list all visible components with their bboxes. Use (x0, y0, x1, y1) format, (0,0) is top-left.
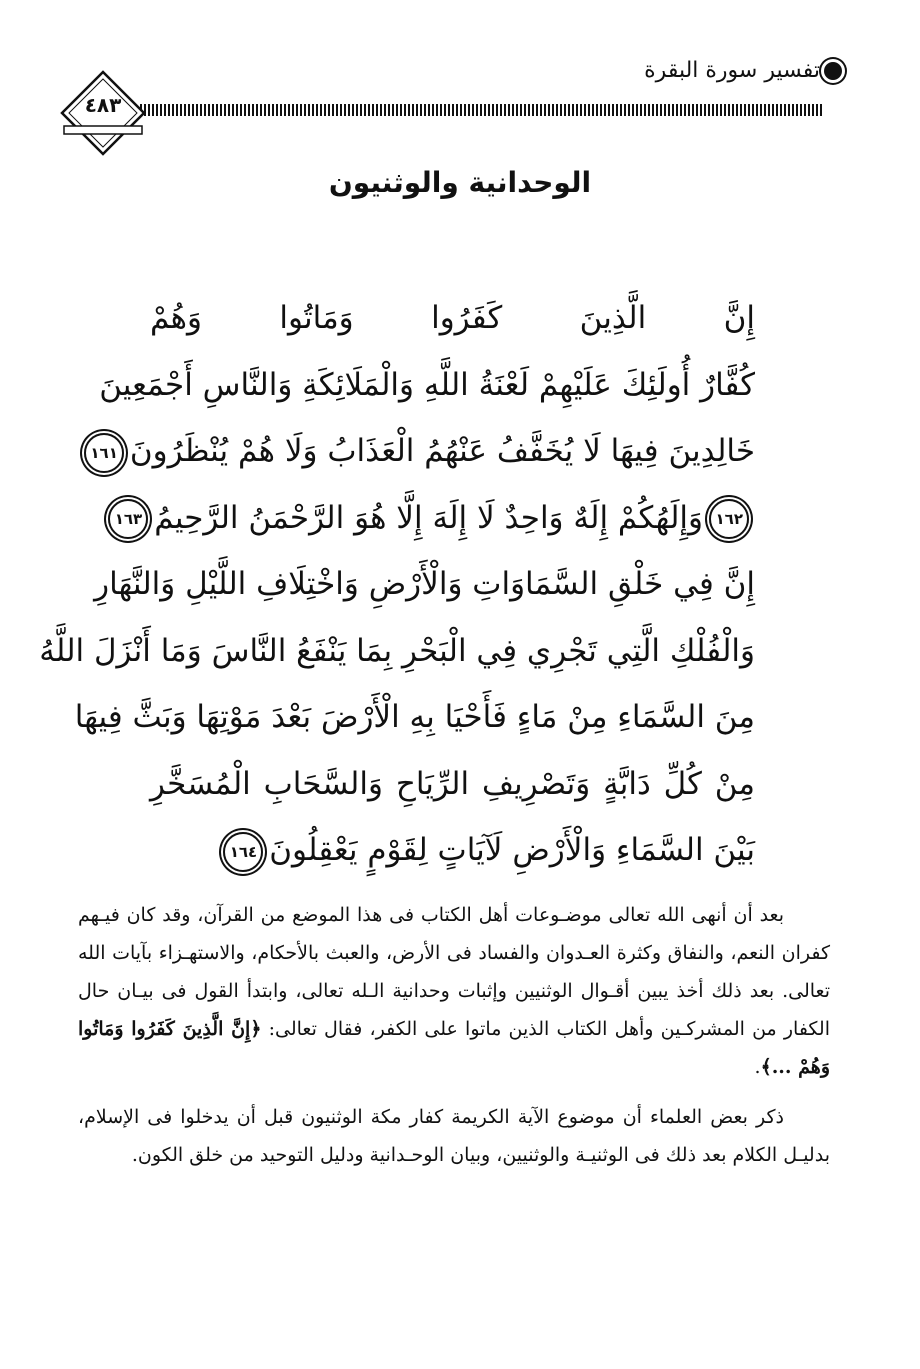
verse-text: وَالْفُلْكِ الَّتِي تَجْرِي فِي الْبَحْرِ بِمَا يَنْفَعُ النَّاسَ وَمَا أَنْزَلَ اللَّهُ (39, 632, 755, 669)
header-ornament-icon (824, 62, 842, 80)
page-number: ٤٨٣ (84, 93, 122, 117)
verse-line (74, 684, 755, 751)
verse-text: كُفَّارٌ أُولَئِكَ عَلَيْهِمْ لَعْنَةُ اللَّهِ وَالْمَلَائِكَةِ وَالنَّاسِ أَجْمَعِينَ (99, 366, 755, 403)
commentary-body (78, 896, 830, 1186)
verse-quote: ﴿إِنَّ الَّذِينَ كَفَرُوا وَمَاتُوا وَهُمْ ...﴾ (78, 1018, 830, 1078)
quran-verses-block (39, 285, 755, 884)
ayah-number-mark: ١٦٤ (223, 832, 263, 872)
verse-line (150, 285, 755, 352)
verse-text: وَإِلَهُكُمْ إِلَهٌ وَاحِدٌ لَا إِلَهَ إِلَّا هُوَ الرَّحْمَنُ الرَّحِيمُ (154, 499, 703, 536)
verse-text: بَيْنَ السَّمَاءِ وَالْأَرْضِ لَآيَاتٍ لِقَوْمٍ يَعْقِلُونَ (269, 832, 755, 868)
verse-text: إِنَّ فِي خَلْقِ السَّمَاوَاتِ وَالْأَرْضِ وَاخْتِلَافِ اللَّيْلِ وَالنَّهَارِ (94, 566, 755, 602)
verse-line (39, 618, 755, 685)
ayah-number-mark: ١٦٢ (709, 499, 749, 539)
ayah-number-mark: ١٦١ (84, 433, 124, 473)
verse-line (94, 551, 755, 618)
verse-line (114, 485, 755, 552)
paragraph (78, 1098, 830, 1174)
header-rule (140, 104, 824, 116)
paragraph-text: ذكر بعض العلماء أن موضوع الآية الكريمة كفار مكة الوثنيون قبل أن يدخلوا فى الإسلام، بدليـل الكلام بعد ذلك فى الوثنيـة والوثنيين، وبيان الوحـدانية ودليل التوحيد من خلق الكون. (78, 1106, 830, 1166)
ayah-number-mark: ١٦٣ (108, 499, 148, 539)
verse-text: مِنْ كُلِّ دَابَّةٍ وَتَصْرِيفِ الرِّيَاحِ وَالسَّحَابِ الْمُسَخَّرِ (150, 765, 755, 802)
verse-line (150, 751, 755, 818)
paragraph-text: بعد أن أنهى الله تعالى موضـوعات أهل الكتاب فى هذا الموضع من القرآن، وقد كان فيـهم كفران النعم، والنفاق وكثرة العـدوان والفساد فى الأرض، والعبث بالأحكام، والاستهـزاء بآيات الله تعالى. بعد ذلك أخذ يبين أقـوال الوثنيين وإثبات وحدانية الـله تعالى، وابتدأ القول فى بيـان حال الكفار من المشركـين وأهل الكتاب الذين ماتوا على الكفر، فقال تعالى: (78, 904, 830, 1040)
paragraph-tail: . (754, 1056, 761, 1078)
running-title: تفسير سورة البقرة (644, 58, 820, 83)
verse-line (90, 418, 755, 485)
verse-text: إِنَّ الَّذِينَ كَفَرُوا وَمَاتُوا وَهُمْ (150, 300, 755, 336)
verse-text: مِنَ السَّمَاءِ مِنْ مَاءٍ فَأَحْيَا بِهِ الْأَرْضَ بَعْدَ مَوْتِهَا وَبَثَّ فِيهَا (74, 699, 755, 735)
verse-text: خَالِدِينَ فِيهَا لَا يُخَفَّفُ عَنْهُمُ الْعَذَابُ وَلَا هُمْ يُنْظَرُونَ (129, 433, 755, 469)
verse-line (150, 817, 755, 884)
paragraph (78, 896, 830, 1086)
verse-line (99, 352, 755, 419)
section-title: الوحدانية والوثنيون (328, 166, 592, 199)
